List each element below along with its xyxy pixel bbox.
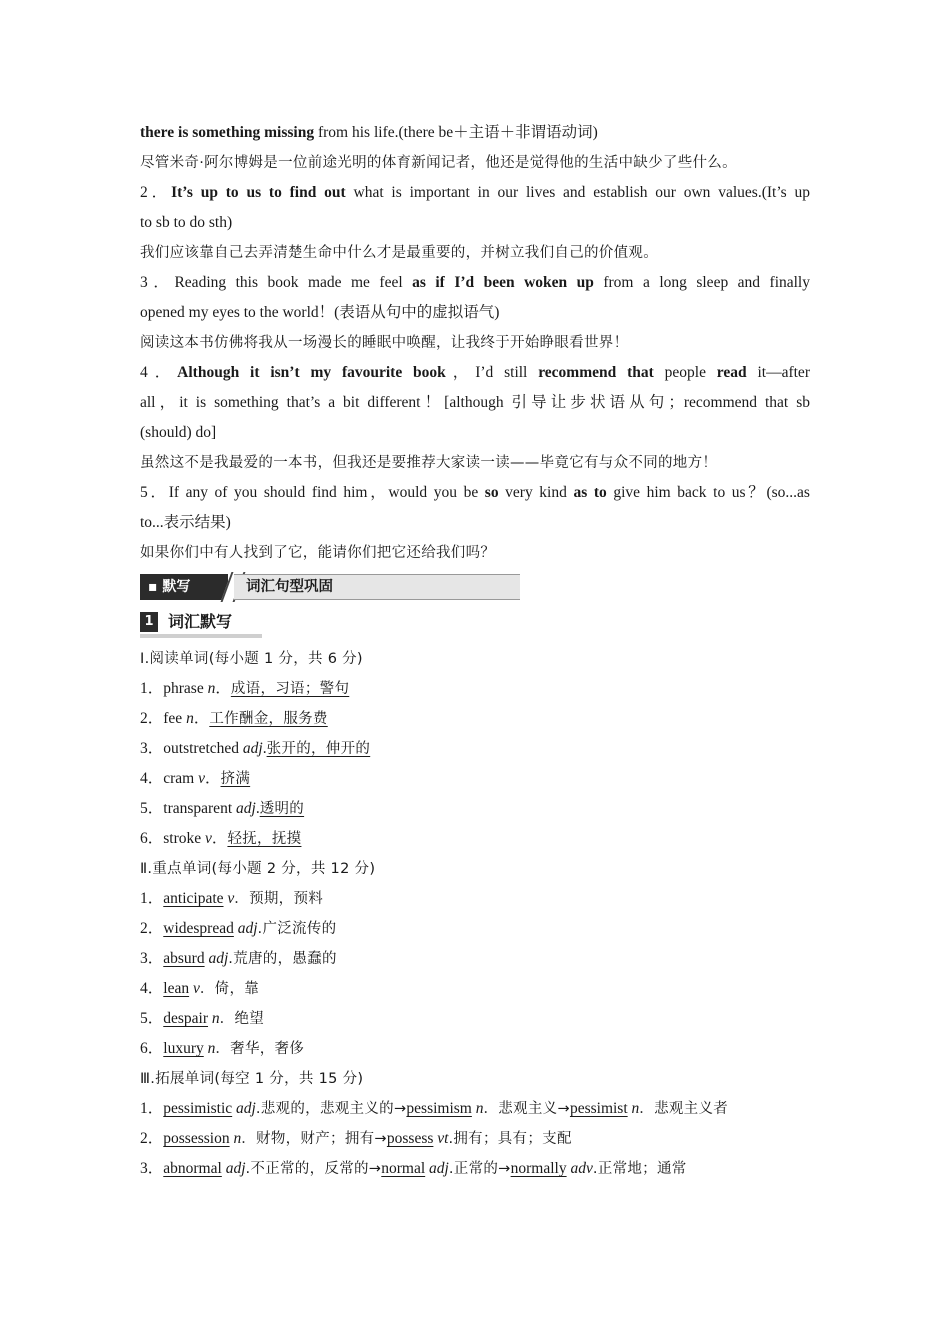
list-item: 3．absurd adj.荒唐的，愚蠢的 [140, 950, 337, 967]
answer-blank: pessimism [406, 1100, 472, 1117]
subsection-title: 词汇默写 [168, 612, 233, 631]
list-item: 5．despair n．绝望 [140, 1010, 265, 1027]
answer-blank: 成语，习语；警句 [230, 681, 350, 697]
part-1-heading: Ⅰ.阅读单词(每小题 1 分，共 6 分) [140, 651, 363, 667]
list-item: 2．possession n．财物，财产；拥有→possess vt.拥有；具有；支配 [140, 1130, 572, 1147]
example-4-line-3: (should) do] [140, 424, 217, 441]
answer-blank: 工作酬金，服务费 [209, 711, 328, 727]
answer-blank: luxury [163, 1040, 204, 1057]
example-2-line: 2．It’s up to us to find out what is important in our lives and establish our own values.(It’s up [140, 184, 810, 201]
list-item: 1．anticipate v．预期，预料 [140, 890, 324, 907]
answer-blank: lean [163, 980, 190, 997]
answer-blank: pessimistic [163, 1100, 233, 1117]
example-3-key-phrase: as if I’d been woken up [412, 274, 594, 291]
answer-blank: despair [163, 1010, 209, 1027]
banner-title: 词汇句型巩固 [234, 574, 520, 600]
example-4-translation: 虽然这不是我最爱的一本书，但我还是要推荐大家读一读——毕竟它有与众不同的地方！ [140, 455, 718, 471]
example-5-line-2: to...表示结果) [140, 514, 231, 531]
answer-blank: 轻抚，抚摸 [227, 831, 302, 847]
example-1-line [140, 118, 810, 148]
example-5-translation: 如果你们中有人找到了它，能请你们把它还给我们吗？ [140, 545, 496, 561]
example-4-line-2: all，it is something that’s a bit different！[although 引导让步状语从句；recommend that sb [140, 394, 810, 411]
list-item: 6．luxury n．奢华，奢侈 [140, 1040, 305, 1057]
list-item: 4．cram v．挤满 [140, 770, 251, 787]
part-2-heading: Ⅱ.重点单词(每小题 2 分，共 12 分) [140, 861, 376, 877]
list-item: 1．pessimistic adj.悲观的，悲观主义的→pessimism n．悲观主义→pessimist n．悲观主义者 [140, 1100, 729, 1117]
list-item: 4．lean v．倚，靠 [140, 980, 260, 997]
answer-blank: abnormal [163, 1160, 222, 1177]
part-2-list [140, 884, 810, 1064]
answer-blank: normal [381, 1160, 426, 1177]
example-3-line: 3．Reading this book made me feel as if I’d been woken up from a long sleep and finally [140, 274, 810, 291]
example-2-line-2: to sb to do sth) [140, 214, 233, 231]
subsection-number-badge: 1 [140, 612, 158, 632]
part-1-list [140, 674, 810, 854]
example-2-translation: 我们应该靠自己去弄清楚生命中什么才是最重要的，并树立我们自己的价值观。 [140, 245, 658, 261]
list-item: 6．stroke v．轻抚，抚摸 [140, 830, 302, 847]
part-3-list [140, 1094, 810, 1184]
answer-blank: anticipate [163, 890, 224, 907]
answer-blank: 张开的，伸开的 [266, 741, 371, 757]
example-1-translation: 尽管米奇·阿尔博姆是一位前途光明的体育新闻记者，他还是觉得他的生活中缺少了些什么。 [140, 155, 737, 171]
example-5-line: 5．If any of you should find him，would you be so very kind as to give him back to us？(so...as [140, 484, 810, 501]
list-item: 2．fee n．工作酬金，服务费 [140, 710, 328, 727]
answer-blank: 挤满 [220, 771, 251, 787]
subsection-header [140, 608, 810, 638]
list-item: 5．transparent adj.透明的 [140, 800, 305, 817]
example-3-translation: 阅读这本书仿佛将我从一场漫长的睡眠中唤醒，让我终于开始睁眼看世界！ [140, 335, 629, 351]
example-4-line: 4．Although it isn’t my favourite book，I’d still recommend that people read it—after [140, 364, 810, 381]
list-item: 3．abnormal adj.不正常的，反常的→normal adj.正常的→normally adv.正常地；通常 [140, 1160, 687, 1177]
answer-blank: absurd [163, 950, 205, 967]
answer-blank: normally [510, 1160, 567, 1177]
subsection-underline-bar [140, 634, 262, 638]
answer-blank: widespread [163, 920, 234, 937]
banner-tag: ▪ 默写 [140, 574, 228, 600]
list-item: 1．phrase n．成语，习语；警句 [140, 680, 350, 697]
example-3-line-2: opened my eyes to the world！(表语从句中的虚拟语气) [140, 304, 500, 321]
answer-blank: pessimist [569, 1100, 628, 1117]
list-item: 2．widespread adj.广泛流传的 [140, 920, 337, 937]
example-2-key-phrase: It’s up to us to find out [171, 184, 346, 201]
example-1-key-phrase: there is something missing [140, 124, 315, 141]
answer-blank: possess [386, 1130, 434, 1147]
example-1-rest: from his life.(there be＋主语＋非谓语动词) [314, 124, 598, 141]
answer-blank: 透明的 [259, 801, 305, 817]
answer-blank: possession [163, 1130, 230, 1147]
section-banner [140, 572, 810, 602]
list-item: 3．outstretched adj.张开的，伸开的 [140, 740, 371, 757]
part-3-heading: Ⅲ.拓展单词(每空 1 分，共 15 分) [140, 1071, 364, 1087]
document-page [140, 118, 810, 1184]
